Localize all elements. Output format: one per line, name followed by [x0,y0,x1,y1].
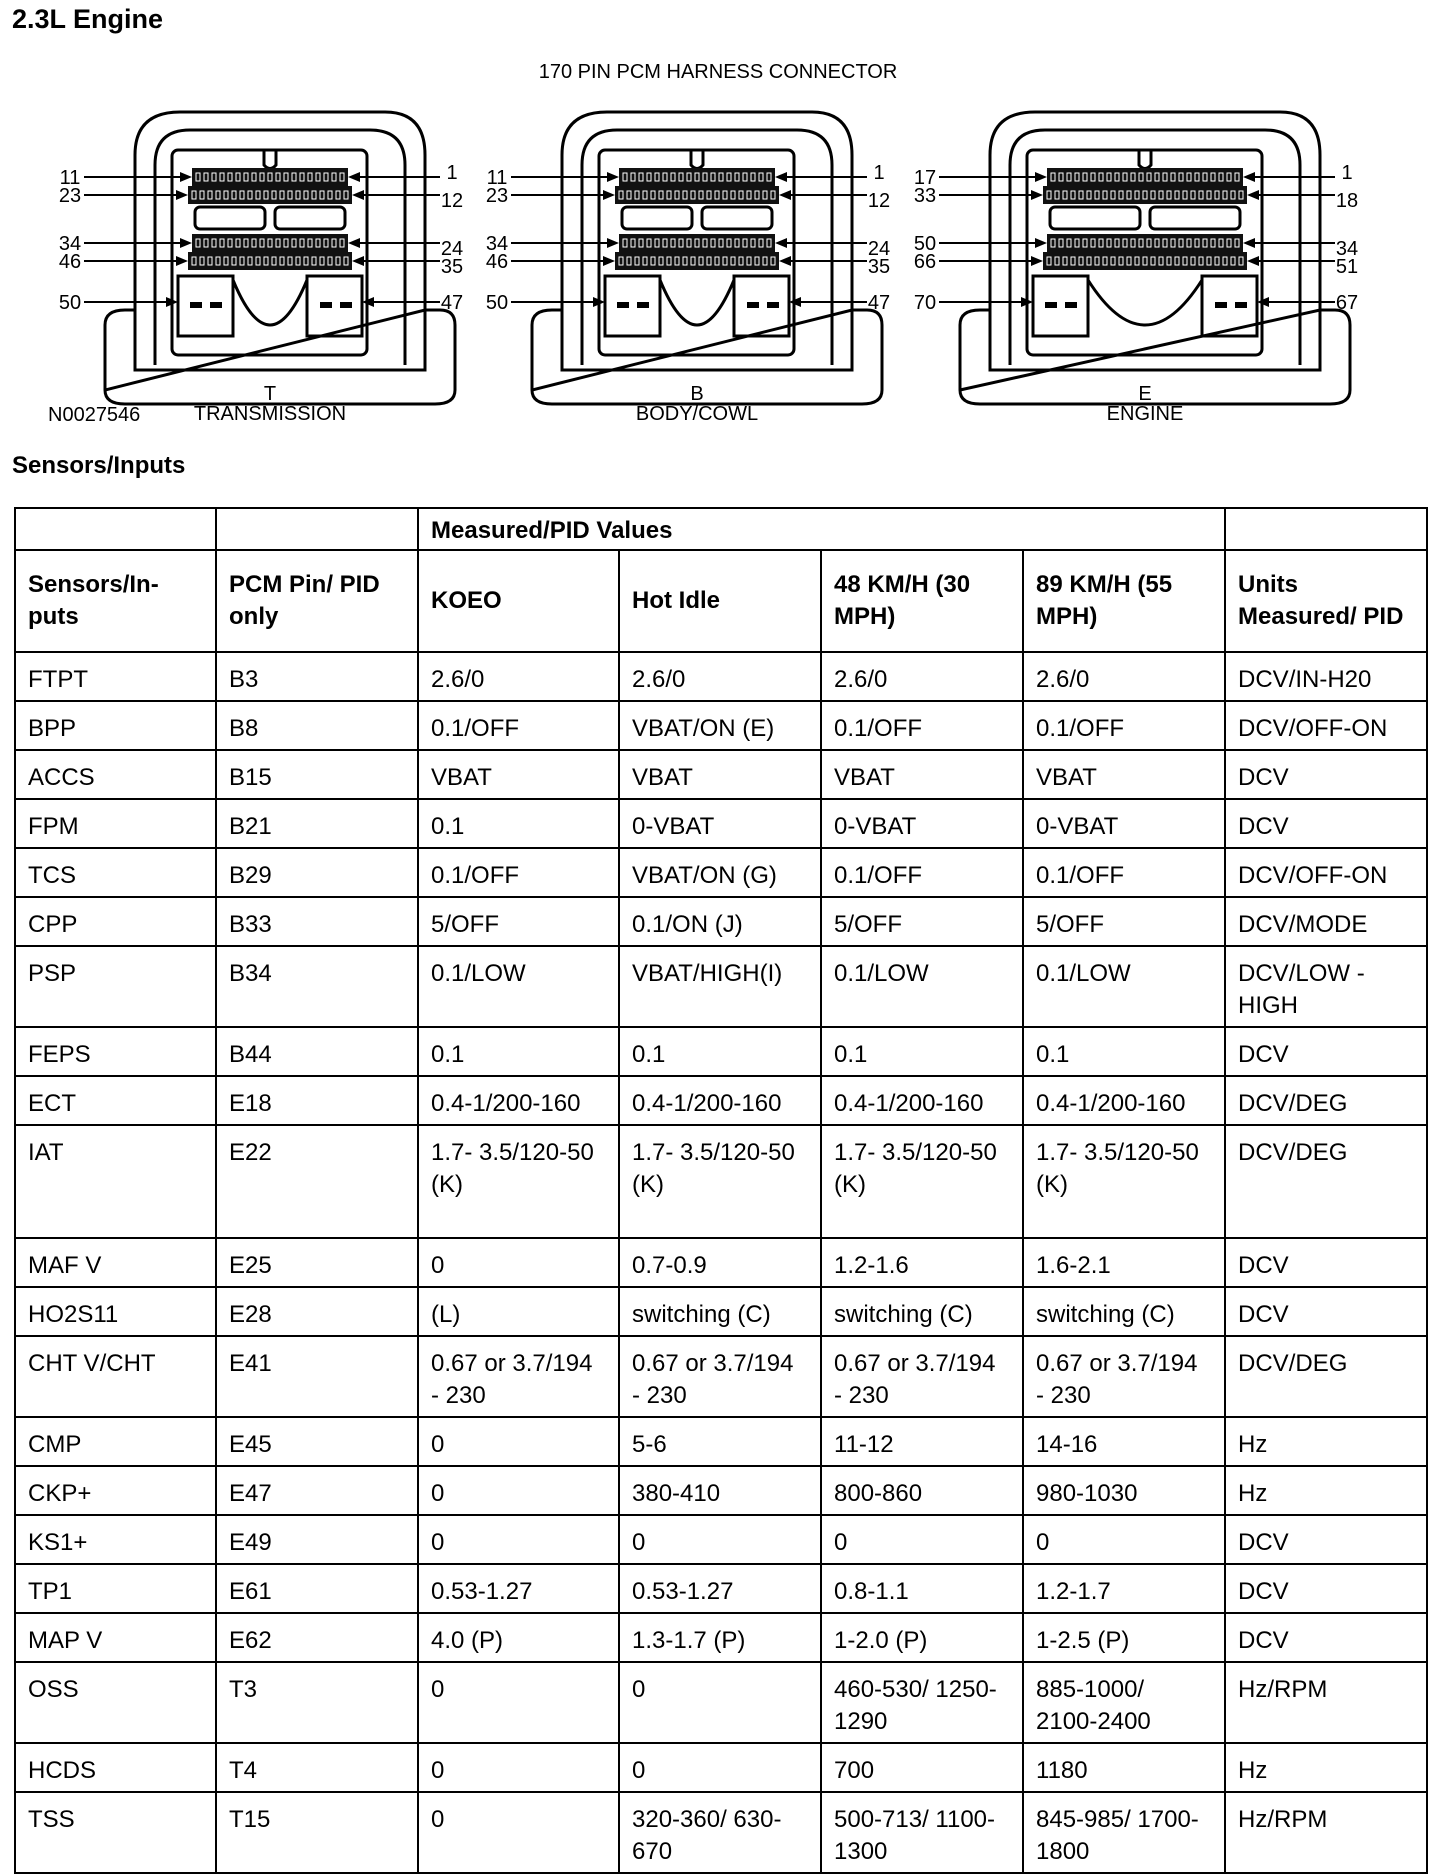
cell-sensor: CHT V/CHT [15,1336,216,1417]
pin-label-right: 67 [1335,292,1359,314]
pin-label-right: 34 [1335,238,1359,260]
diagram-heading: 170 PIN PCM HARNESS CONNECTOR [538,61,898,83]
cell-48kmh: 500-713/ 1100-1300 [821,1792,1023,1873]
cell-48kmh: 460-530/ 1250-1290 [821,1662,1023,1743]
cell-hot-idle: VBAT [619,750,821,799]
col-header-48kmh: 48 KM/H (30 MPH) [821,550,1023,652]
power-pin [1045,302,1057,308]
power-pin [637,302,649,308]
cell-units: DCV/OFF-ON [1225,848,1427,897]
arrow-head-icon [348,238,360,248]
pin-row [1043,252,1247,270]
pin-label-right: 12 [440,190,464,212]
cell-sensor: OSS [15,1662,216,1743]
cell-89kmh: 980-1030 [1023,1466,1225,1515]
cell-sensor: IAT [15,1125,216,1238]
cell-units: DCV/LOW -HIGH [1225,946,1427,1027]
cell-89kmh: 2.6/0 [1023,652,1225,701]
cell-pin: B3 [216,652,418,701]
pin-label-left: 70 [913,292,937,314]
pin-label-left: 46 [58,251,82,273]
cell-48kmh: switching (C) [821,1287,1023,1336]
power-pin [1215,302,1227,308]
pin-label-right: 12 [867,190,891,212]
arrow-head-icon [1243,238,1255,248]
table-row [15,946,1427,1027]
arrow-head-icon [603,190,615,200]
cell-pin: T3 [216,1662,418,1743]
cell-pin: E61 [216,1564,418,1613]
cell-48kmh: VBAT [821,750,1023,799]
col-header-pin: PCM Pin/ PID only [216,550,418,652]
cell-pin: B15 [216,750,418,799]
power-pin [320,302,332,308]
col-header-units: Units Measured/ PID [1225,550,1427,652]
table-row [15,1027,1427,1076]
cell-48kmh: 0.1/LOW [821,946,1023,1027]
table-row [15,750,1427,799]
connector-engine [914,112,1358,425]
pin-label-right: 1 [873,162,885,184]
cell-koeo: 0.1 [418,799,619,848]
blank-cavity [622,207,692,229]
pin-label-left: 17 [913,167,937,189]
arrow-head-icon [352,256,364,266]
cell-89kmh: 0-VBAT [1023,799,1225,848]
connector-name: BODY/COWL [635,403,759,425]
table-row [15,1564,1427,1613]
arrow-head-icon [779,256,791,266]
table-row [15,652,1427,701]
cell-pin: E22 [216,1125,418,1238]
cell-89kmh: 1.6-2.1 [1023,1238,1225,1287]
col-header-sensor: Sensors/In-puts [15,550,216,652]
arrow-head-icon [348,172,360,182]
pcm-connector-diagram [0,40,1440,440]
cell-89kmh: 0.4-1/200-160 [1023,1076,1225,1125]
cell-48kmh: 0-VBAT [821,799,1023,848]
cell-koeo: 0 [418,1792,619,1873]
cell-48kmh: 2.6/0 [821,652,1023,701]
cell-units: DCV [1225,1027,1427,1076]
cell-pin: T15 [216,1792,418,1873]
table-row [15,1287,1427,1336]
connector-key [1139,150,1151,169]
cell-89kmh: 1.2-1.7 [1023,1564,1225,1613]
cell-48kmh: 1.7- 3.5/120-50 (K) [821,1125,1023,1238]
pin-label-right: 24 [867,238,891,260]
table-group-header-row [15,508,1427,550]
arrow-head-icon [603,256,615,266]
arrow-head-icon [1031,256,1043,266]
cell-hot-idle: 0 [619,1515,821,1564]
cell-koeo: 0 [418,1417,619,1466]
pin-row [615,186,779,204]
cell-pin: B44 [216,1027,418,1076]
power-pin [747,302,759,308]
pin-row [1043,186,1247,204]
cell-pin: E18 [216,1076,418,1125]
cell-sensor: ACCS [15,750,216,799]
cell-pin: T4 [216,1743,418,1792]
cell-sensor: MAP V [15,1613,216,1662]
table-row [15,848,1427,897]
cell-hot-idle: 0-VBAT [619,799,821,848]
cell-sensor: HCDS [15,1743,216,1792]
cell-hot-idle: VBAT/ON (E) [619,701,821,750]
cell-koeo: 0 [418,1466,619,1515]
cell-sensor: TP1 [15,1564,216,1613]
cell-pin: E62 [216,1613,418,1662]
blank-cavity [1050,207,1140,229]
cell-units: DCV/DEG [1225,1336,1427,1417]
connector-name: ENGINE [1106,403,1184,425]
arrow-head-icon [775,238,787,248]
page-title: 2.3L Engine [12,4,164,34]
pin-label-left: 23 [485,185,509,207]
arrow-head-icon [1035,238,1047,248]
col-header-hot-idle: Hot Idle [619,550,821,652]
cell-pin: E45 [216,1417,418,1466]
cell-48kmh: 800-860 [821,1466,1023,1515]
cell-hot-idle: 1.7- 3.5/120-50 (K) [619,1125,821,1238]
cell-48kmh: 0 [821,1515,1023,1564]
cell-89kmh: 885-1000/ 2100-2400 [1023,1662,1225,1743]
pin-label-left: 50 [913,233,937,255]
cell-89kmh: 0.1/LOW [1023,946,1225,1027]
cell-units: Hz [1225,1417,1427,1466]
pin-label-left: 34 [58,233,82,255]
arrow-head-icon [1247,190,1259,200]
cell-hot-idle: 0.4-1/200-160 [619,1076,821,1125]
arrow-head-icon [607,172,619,182]
cell-sensor: KS1+ [15,1515,216,1564]
cell-sensor: FEPS [15,1027,216,1076]
cell-hot-idle: 0.53-1.27 [619,1564,821,1613]
center-hood [233,280,307,325]
pin-row [1047,168,1243,186]
table-row [15,1743,1427,1792]
cell-hot-idle: VBAT/HIGH(I) [619,946,821,1027]
cell-units: DCV/IN-H20 [1225,652,1427,701]
pin-label-left: 11 [59,167,81,189]
pin-label-right: 47 [867,292,891,314]
table-row [15,1336,1427,1417]
power-pin [210,302,222,308]
group-header: Measured/PID Values [418,508,1225,550]
cell-89kmh: 0.67 or 3.7/194 - 230 [1023,1336,1225,1417]
pin-label-left: 66 [913,251,937,273]
col-header-koeo: KOEO [418,550,619,652]
cell-units: Hz [1225,1743,1427,1792]
table-header-row [15,550,1427,652]
col-header-89kmh: 89 KM/H (55 MPH) [1023,550,1225,652]
cell-koeo: 1.7- 3.5/120-50 (K) [418,1125,619,1238]
cell-89kmh: 14-16 [1023,1417,1225,1466]
cell-pin: B21 [216,799,418,848]
cell-48kmh: 0.1/OFF [821,848,1023,897]
pin-label-right: 18 [1335,190,1359,212]
arrow-head-icon [779,190,791,200]
cell-units: DCV [1225,1613,1427,1662]
power-pin [1065,302,1077,308]
cell-koeo: 4.0 (P) [418,1613,619,1662]
cell-hot-idle: 380-410 [619,1466,821,1515]
cell-sensor: HO2S11 [15,1287,216,1336]
arrow-head-icon [1247,256,1259,266]
cell-48kmh: 0.67 or 3.7/194 - 230 [821,1336,1023,1417]
table-row [15,1515,1427,1564]
cell-pin: B33 [216,897,418,946]
arrow-head-icon [1035,172,1047,182]
cell-sensor: TCS [15,848,216,897]
cell-sensor: MAF V [15,1238,216,1287]
pin-label-right: 1 [446,162,458,184]
cell-pin: B8 [216,701,418,750]
cell-koeo: 0.1/LOW [418,946,619,1027]
table-row [15,701,1427,750]
cell-units: Hz/RPM [1225,1792,1427,1873]
section-title: Sensors/Inputs [12,452,186,479]
table-row [15,1417,1427,1466]
cell-koeo: VBAT [418,750,619,799]
table-row [15,1613,1427,1662]
cell-pin: B29 [216,848,418,897]
pin-row [619,234,775,252]
cell-koeo: (L) [418,1287,619,1336]
pin-label-right: 1 [1341,162,1353,184]
power-block [1033,276,1088,336]
table-row [15,897,1427,946]
connector-letter: B [690,383,704,405]
cell-sensor: ECT [15,1076,216,1125]
power-block [605,276,660,336]
cell-89kmh: 0 [1023,1515,1225,1564]
cell-sensor: FPM [15,799,216,848]
cell-48kmh: 700 [821,1743,1023,1792]
table-row [15,1076,1427,1125]
cell-units: DCV [1225,1287,1427,1336]
cell-sensor: PSP [15,946,216,1027]
pin-label-left: 50 [58,292,82,314]
cell-89kmh: 5/OFF [1023,897,1225,946]
table-row [15,1125,1427,1238]
pin-label-left: 23 [58,185,82,207]
power-pin [1235,302,1247,308]
cell-units: DCV [1225,1564,1427,1613]
cell-sensor: CKP+ [15,1466,216,1515]
cell-hot-idle: 320-360/ 630-670 [619,1792,821,1873]
cell-hot-idle: 0 [619,1662,821,1743]
cell-units: DCV [1225,1515,1427,1564]
cell-units: DCV [1225,750,1427,799]
table-row [15,799,1427,848]
connector-key [691,150,703,169]
cell-48kmh: 1-2.0 (P) [821,1613,1023,1662]
cell-koeo: 0 [418,1743,619,1792]
table-row [15,1792,1427,1873]
cell-pin: E49 [216,1515,418,1564]
power-block [178,276,233,336]
cell-48kmh: 5/OFF [821,897,1023,946]
connector-flange [105,310,455,404]
pin-row [615,252,779,270]
pin-label-right: 51 [1335,256,1359,278]
power-pin [767,302,779,308]
connector-transmission [59,112,463,425]
cell-pin: E47 [216,1466,418,1515]
cell-units: DCV [1225,1238,1427,1287]
cell-hot-idle: 0.67 or 3.7/194 - 230 [619,1336,821,1417]
arrow-head-icon [180,172,192,182]
power-pin [340,302,352,308]
cell-koeo: 0 [418,1662,619,1743]
arrow-head-icon [176,256,188,266]
cell-89kmh: 1-2.5 (P) [1023,1613,1225,1662]
cell-89kmh: 0.1 [1023,1027,1225,1076]
cell-89kmh: switching (C) [1023,1287,1225,1336]
arrow-head-icon [352,190,364,200]
cell-koeo: 0.1/OFF [418,848,619,897]
pin-row [188,186,352,204]
center-hood [1088,280,1202,325]
pin-label-right: 47 [440,292,464,314]
blank-cavity [195,207,265,229]
pin-label-left: 50 [485,292,509,314]
cell-koeo: 5/OFF [418,897,619,946]
cell-48kmh: 0.4-1/200-160 [821,1076,1023,1125]
cell-units: DCV [1225,799,1427,848]
cell-hot-idle: switching (C) [619,1287,821,1336]
pin-row [192,168,348,186]
cell-koeo: 0.53-1.27 [418,1564,619,1613]
cell-sensor: CPP [15,897,216,946]
power-pin [190,302,202,308]
cell-pin: E41 [216,1336,418,1417]
cell-hot-idle: 1.3-1.7 (P) [619,1613,821,1662]
cell-89kmh: 845-985/ 1700-1800 [1023,1792,1225,1873]
connector-body-cowl [486,112,890,425]
arrow-head-icon [1243,172,1255,182]
blank-cavity [1150,207,1240,229]
cell-koeo: 0 [418,1238,619,1287]
cell-koeo: 0.1/OFF [418,701,619,750]
table-row [15,1466,1427,1515]
pin-row [1047,234,1243,252]
cell-sensor: BPP [15,701,216,750]
pin-row [192,234,348,252]
pin-label-right: 35 [440,256,464,278]
cell-units: DCV/OFF-ON [1225,701,1427,750]
connector-letter: E [1138,383,1152,405]
cell-koeo: 0.1 [418,1027,619,1076]
pin-label-left: 11 [486,167,508,189]
connector-flange [532,310,882,404]
blank-cavity [702,207,772,229]
pin-row [619,168,775,186]
figure-id: N0027546 [48,404,141,426]
arrow-head-icon [176,190,188,200]
cell-89kmh: 0.1/OFF [1023,848,1225,897]
cell-pin: E25 [216,1238,418,1287]
cell-89kmh: VBAT [1023,750,1225,799]
cell-hot-idle: 0.1/ON (J) [619,897,821,946]
cell-48kmh: 11-12 [821,1417,1023,1466]
cell-hot-idle: 5-6 [619,1417,821,1466]
pin-label-right: 24 [440,238,464,260]
cell-koeo: 0 [418,1515,619,1564]
arrow-head-icon [180,238,192,248]
cell-48kmh: 0.1/OFF [821,701,1023,750]
table-row [15,1662,1427,1743]
cell-koeo: 0.4-1/200-160 [418,1076,619,1125]
table-row [15,1238,1427,1287]
center-hood [660,280,734,325]
cell-units: DCV/MODE [1225,897,1427,946]
cell-48kmh: 0.8-1.1 [821,1564,1023,1613]
sensors-inputs-table [14,507,1428,1874]
cell-sensor: FTPT [15,652,216,701]
cell-sensor: TSS [15,1792,216,1873]
cell-hot-idle: 0.1 [619,1027,821,1076]
cell-units: DCV/DEG [1225,1125,1427,1238]
arrow-head-icon [1031,190,1043,200]
cell-hot-idle: 0 [619,1743,821,1792]
connector-name: TRANSMISSION [193,403,347,425]
cell-koeo: 0.67 or 3.7/194 - 230 [418,1336,619,1417]
cell-units: DCV/DEG [1225,1076,1427,1125]
cell-89kmh: 1.7- 3.5/120-50 (K) [1023,1125,1225,1238]
cell-48kmh: 1.2-1.6 [821,1238,1023,1287]
cell-pin: B34 [216,946,418,1027]
connector-key [264,150,276,169]
blank-cavity [275,207,345,229]
cell-hot-idle: VBAT/ON (G) [619,848,821,897]
cell-89kmh: 0.1/OFF [1023,701,1225,750]
cell-koeo: 2.6/0 [418,652,619,701]
pin-label-left: 34 [485,233,509,255]
cell-pin: E28 [216,1287,418,1336]
cell-hot-idle: 0.7-0.9 [619,1238,821,1287]
pin-label-left: 33 [913,185,937,207]
connector-letter: T [263,383,277,405]
cell-hot-idle: 2.6/0 [619,652,821,701]
cell-units: Hz [1225,1466,1427,1515]
cell-89kmh: 1180 [1023,1743,1225,1792]
pin-row [188,252,352,270]
pin-label-left: 46 [485,251,509,273]
pin-label-right: 35 [867,256,891,278]
cell-48kmh: 0.1 [821,1027,1023,1076]
arrow-head-icon [607,238,619,248]
arrow-head-icon [775,172,787,182]
power-pin [617,302,629,308]
cell-units: Hz/RPM [1225,1662,1427,1743]
cell-sensor: CMP [15,1417,216,1466]
